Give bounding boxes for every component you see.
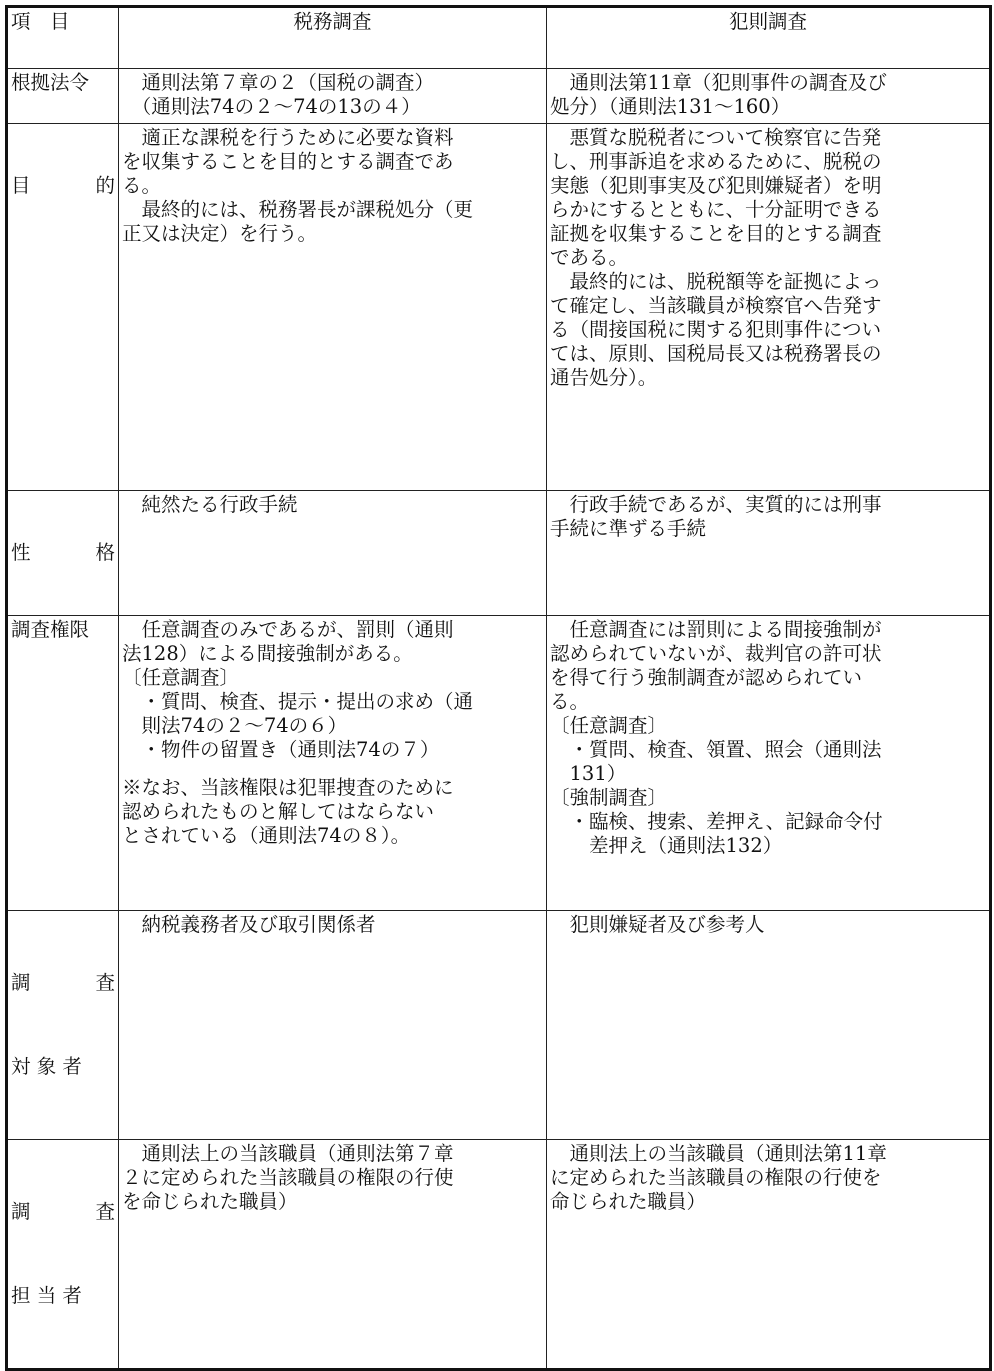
label-nature-left: 性	[11, 541, 31, 564]
authority-tax-note-line: とされている（通則法74の８）。	[122, 824, 411, 847]
label-staff	[7, 1140, 119, 1370]
authority-tax-note-line: ※なお、当該権限は犯罪捜査のために	[122, 776, 454, 799]
label-nature	[7, 491, 119, 616]
purpose-criminal-line: 悪質な脱税者について検察官に告発	[550, 126, 882, 149]
row-authority	[7, 616, 991, 911]
staff-tax-line: 通則法上の当該職員（通則法第７章	[122, 1142, 454, 1165]
authority-criminal-line: 任意調査には罰則による間接強制が	[550, 618, 882, 641]
nature-criminal	[547, 491, 991, 616]
purpose-tax-line: 正又は決定）を行う。	[122, 222, 318, 245]
purpose-criminal-line: 最終的には、脱税額等を証拠によっ	[550, 270, 882, 293]
purpose-tax-line: 適正な課税を行うために必要な資料	[122, 126, 454, 149]
purpose-criminal-line: 実態（犯則事実及び犯則嫌疑者）を明	[550, 174, 882, 197]
staff-tax-line: ２に定められた当該職員の権限の行使	[122, 1166, 454, 1189]
authority-criminal-line: ・質問、検査、領置、照会（通則法	[550, 738, 882, 761]
purpose-criminal-line: し、刑事訴追を求めるために、脱税の	[550, 150, 882, 173]
staff-tax-audit	[119, 1140, 547, 1370]
staff-criminal-line: 命じられた職員）	[550, 1190, 707, 1213]
header-row	[7, 7, 991, 69]
row-target	[7, 911, 991, 1140]
target-criminal	[547, 911, 991, 1140]
label-target-l2: 対 象 者	[11, 1055, 82, 1078]
comparison-table-wrapper	[5, 5, 992, 1371]
authority-criminal-line: を得て行う強制調査が認められてい	[550, 666, 863, 689]
purpose-tax-line: を収集することを目的とする調査であ	[122, 150, 454, 173]
authority-criminal-line: 131）	[550, 762, 627, 785]
nature-criminal-line: 行政手続であるが、実質的には刑事	[550, 493, 882, 516]
row-nature	[7, 491, 991, 616]
purpose-criminal-line: ては、原則、国税局長又は税務署長の	[550, 342, 882, 365]
basis-criminal	[547, 69, 991, 124]
header-tax-audit: 税務調査	[119, 7, 547, 69]
label-staff-l1-left: 調	[11, 1200, 31, 1223]
purpose-criminal-line: 通告処分）。	[550, 366, 658, 389]
staff-criminal-line: 通則法上の当該職員（通則法第11章	[550, 1142, 887, 1165]
purpose-tax-line: 最終的には、税務署長が課税処分（更	[122, 198, 474, 221]
basis-criminal-line: 処分）（通則法131～160）	[550, 95, 791, 118]
target-tax-line: 納税義務者及び取引関係者	[122, 913, 376, 936]
row-basis	[7, 69, 991, 124]
label-purpose	[7, 124, 119, 491]
purpose-criminal-line: である。	[550, 246, 629, 269]
label-target-l1-right: 査	[95, 971, 115, 994]
staff-tax-line: を命じられた職員）	[122, 1190, 298, 1213]
label-target	[7, 911, 119, 1140]
purpose-criminal-line: る（間接国税に関する犯則事件につい	[550, 318, 882, 341]
target-tax-audit	[119, 911, 547, 1140]
authority-tax-line: 則法74の２～74の６）	[122, 714, 348, 737]
authority-tax-line: 任意調査のみであるが、罰則（通則	[122, 618, 454, 641]
purpose-criminal-line: 証拠を収集することを目的とする調査	[550, 222, 882, 245]
target-criminal-line: 犯則嫌疑者及び参考人	[550, 913, 765, 936]
label-staff-l2: 担 当 者	[11, 1284, 82, 1307]
nature-tax-line: 純然たる行政手続	[122, 493, 298, 516]
label-staff-l1-right: 査	[95, 1200, 115, 1223]
authority-tax-line: 〔任意調査〕	[122, 666, 240, 689]
nature-tax-audit	[119, 491, 547, 616]
label-purpose-right: 的	[95, 174, 115, 197]
row-purpose	[7, 124, 991, 491]
staff-criminal	[547, 1140, 991, 1370]
label-target-l1-left: 調	[11, 971, 31, 994]
purpose-criminal-line: て確定し、当該職員が検察官へ告発す	[550, 294, 882, 317]
authority-tax-note-line: 認められたものと解してはならない	[122, 800, 435, 823]
authority-criminal-line: る。	[550, 690, 590, 713]
authority-criminal-line: 〔任意調査〕	[550, 714, 668, 737]
purpose-tax-audit	[119, 124, 547, 491]
label-authority: 調査権限	[7, 616, 119, 911]
purpose-criminal-line: らかにするとともに、十分証明できる	[550, 198, 882, 221]
authority-criminal	[547, 616, 991, 911]
comparison-table	[5, 5, 992, 1371]
authority-criminal-line: 認められていないが、裁判官の許可状	[550, 642, 882, 665]
authority-tax-line: ・物件の留置き（通則法74の７）	[122, 738, 440, 761]
authority-criminal-line: 〔強制調査〕	[550, 786, 668, 809]
basis-tax-audit	[119, 69, 547, 124]
authority-tax-audit	[119, 616, 547, 911]
basis-tax-line: （通則法74の２～74の13の４）	[122, 95, 421, 118]
purpose-tax-line: る。	[122, 174, 162, 197]
nature-criminal-line: 手続に準ずる手続	[550, 517, 707, 540]
spacer	[122, 762, 543, 776]
label-nature-right: 格	[95, 541, 115, 564]
staff-criminal-line: に定められた当該職員の権限の行使を	[550, 1166, 882, 1189]
label-basis: 根拠法令	[7, 69, 119, 124]
authority-criminal-line: 差押え（通則法132）	[550, 834, 783, 857]
row-staff	[7, 1140, 991, 1370]
label-purpose-left: 目	[11, 174, 31, 197]
header-criminal-investigation: 犯則調査	[547, 7, 991, 69]
authority-tax-line: 法128）による間接強制がある。	[122, 642, 413, 665]
authority-criminal-line: ・臨検、捜索、差押え、記録命令付	[550, 810, 883, 833]
purpose-criminal	[547, 124, 991, 491]
basis-criminal-line: 通則法第11章（犯則事件の調査及び	[550, 71, 887, 94]
basis-tax-line: 通則法第７章の２（国税の調査）	[122, 71, 435, 94]
authority-tax-line: ・質問、検査、提示・提出の求め（通	[122, 690, 474, 713]
header-item: 項 目	[7, 7, 119, 69]
